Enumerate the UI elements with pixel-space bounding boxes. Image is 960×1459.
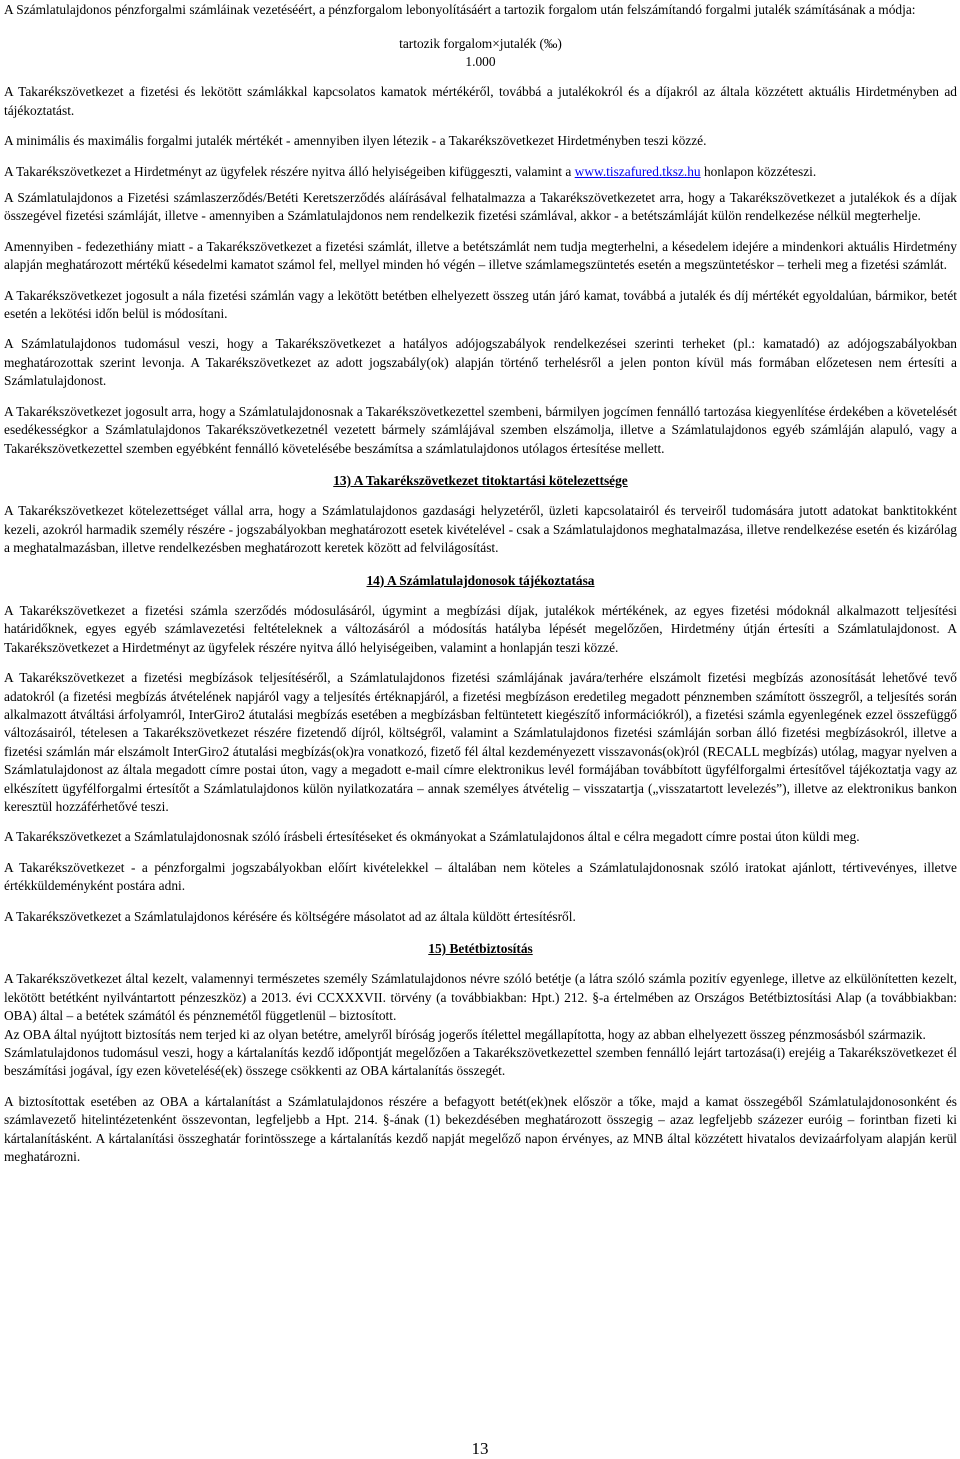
page-number: 13 [471,1439,489,1458]
document-page [4,1,957,1167]
section-15-heading: 15) Betétbiztosítás [428,941,533,957]
paragraph: A minimális és maximális forgalmi jutalék mértékét - amennyiben ilyen létezik - a Takarékszövetkezet Hirdetményben teszi közzé. [4,133,707,149]
paragraph: A Takarékszövetkezet jogosult a nála fizetési számlán vagy a lekötött betétben elhelyezett összeg után járó kamat, továbbá a jutalék és díj mértékét egyoldalúan, bármikor, betét esetén a lekötési időn belül is módosítani. [4,287,957,322]
paragraph: A Takarékszövetkezet a fizetési és lekötött számlákkal kapcsolatos kamatok mértékéről, továbbá a jutalékokról és a díjakról az általa közzétett aktuális Hirdetményben ad tájékoztatást. [4,84,957,118]
section-13-heading: 13) A Takarékszövetkezet titoktartási kötelezettsége [333,472,628,488]
hirdetmeny-text-after: honlapon közzéteszi. [700,163,817,179]
paragraph: A Takarékszövetkezet a fizetési megbízások teljesítéséről, a Számlatulajdonos fizetési számlájának javára/terhére elszámolt fizetési megbízás azonosítását lehetővé tevő adatokról (a fizetési megbízás átvételének napjáról vagy a teljesítés értéknapjáról, a fizetési megbízáson eredetileg megadott pénznemben számított összegről, a teljesítés során alkalmazott átváltási árfolyamról, InterGiro2 átutalási megbízás esetében a megbízásban feltüntetett kiegészítő információkról), a fizetési számla egyenlegének ezzel összefüggő változásairól, tételesen a Takarékszövetkezet részére fizetendő díjról, költségről, valamint a Számlatulajdonos fizetési számláján sorban álló fizetési megbízásokról, illetve a fizetési számlán már elszámolt InterGiro2 átutalási megbízás(ok)ra vonatkozó, fizető fél által kezdeményezett visszavonás(ok)ról (RECALL megbízás) utólag, magyar nyelven a Számlatulajdonost az általa megadott címre postai úton, vagy a megadott e-mail címre elektronikus levél formájában továbbított ügyfélforgalmi értesítővel tájékoztatja vagy az elkészített ügyfélforgalmi értesítőt a Számlatulajdonos külön nyilatkozatára – annak személyes átvételig – visszatartja („visszatartott levelezés”), illetve az elektronikus bankon keresztül hozzáférhetővé teszi. [4,670,957,814]
website-link[interactable]: www.tiszafured.tksz.hu [574,163,701,179]
paragraph: A biztosítottak esetében az OBA a kártalanítást a Számlatulajdonos részére a befagyott betét(ek)nek először a tőke, majd a kamat összegéből Számlatulajdonosonként és számlavezető hitelintézetenként összevontan, legfeljebb a Hpt. 214. §-ának (1) bekezdésében meghatározott összegig – azaz legfeljebb százezer euróig – forintban fizeti ki kártalanításként. A kártalanítási összeghatár forintösszege a kártalanítás kezdő napját megelőző napon érvényes, az MNB által közzétett hivatalos devizaárfolyam alapján kerül meghatározni. [4,1093,957,1165]
formula-denominator: 1.000 [465,54,496,70]
paragraph: A Takarékszövetkezet kötelezettséget vállal arra, hogy a Számlatulajdonos gazdasági helyzetéről, üzleti kapcsolatairól és terveiről tudomására jutott adatokat banktitokként kezeli, azokról harmadik személy részére - jogszabályokban meghatározott esetek kivételével - csak a Számlatulajdonos meghatalmazása, illetve rendelkezése esetén és kizárólag a meghatalmazásban, illetve rendelkezésben meghatározott keretek között ad felvilágosítást. [4,503,957,556]
paragraph: A Takarékszövetkezet a Számlatulajdonos kérésére és költségére másolatot ad az általa küldött értesítésről. [4,908,576,924]
paragraph: Az OBA által nyújtott biztosítás nem terjed ki az olyan betétre, amelyről bíróság jogerős ítélettel megállapította, hogy az abban elhelyezett összeg pénzmosásból származik. [4,1026,926,1042]
paragraph: A Takarékszövetkezet által kezelt, valamennyi természetes személy Számlatulajdonos névre szóló betétje (a látra szóló számla pozitív egyenlege, illetve az elkülönítetten kezelt, lekötött betétként nyilvántartott pénzeszköz) a 2013. évi CCXXXVII. törvény (a továbbiakban: Hpt.) 212. §-a értelmében az Országos Betétbiztosítási Alap (a továbbiakban: OBA) által – a betétek számától és pénznemétől függetlenül – biztosított. [4,971,957,1024]
paragraph: Számlatulajdonos tudomásul veszi, hogy a kártalanítás kezdő időpontját megelőzően a Takarékszövetkezettel szemben fennálló lejárt tartozása(i) erejéig a Takarékszövetkezet él beszámítási jogával, így ezen követelésé(ek) összege csökkenti az OBA kártalanítás összegét. [4,1045,957,1079]
paragraph: A Takarékszövetkezet a fizetési számla szerződés módosulásáról, úgymint a megbízási díjak, jutalékok mértékének, az egyes fizetési módoknál alkalmazott teljesítési határidőknek, egyes egyéb számlavezetési feltételeknek a változásáról a módosítás hatályba lépését megelőzően, Hirdetmény útján értesíti a Számlatulajdonost. A Takarékszövetkezet a Hirdetményt az ügyfelek részére nyitva álló helyiségeiben, valamint a honlapján teszi közzé. [4,602,957,655]
paragraph: A Számlatulajdonos a Fizetési számlaszerződés/Betéti Keretszerződés aláírásával felhatalmazza a Takarékszövetkezetet arra, hogy a Takarékszövetkezet a jutalékok és a díjak összegével fizetési számláját, illetve - amennyiben a Számlatulajdonos nem rendelkezik fizetési számlával, akkor - a betétszámláját külön rendelkezése nélkül megterhelje. [4,190,957,224]
formula-numerator: tartozik forgalom×jutalék (‰) [399,36,562,52]
paragraph: A Takarékszövetkezet a Számlatulajdonosnak szóló írásbeli értesítéseket és okmányokat a Számlatulajdonos által e célra megadott címre postai úton küldi meg. [4,829,860,845]
paragraph: Amennyiben - fedezethiány miatt - a Takarékszövetkezet a fizetési számlát, illetve a betétszámlát nem tudja megterhelni, a késedelem idejére a mindenkori aktuális Hirdetmény alapján meghatározott mértékű késedelmi kamatot számol fel, mellyel minden hó végén – illetve számlamegszüntetés esetén a megszüntetéskor – terheli meg a fizetési számlát. [4,238,957,273]
commission-formula [4,35,957,71]
hirdetmeny-paragraph [4,163,957,181]
intro-paragraph: A Számlatulajdonos pénzforgalmi számláinak vezetéséért, a pénzforgalom lebonyolításáért a tartozik forgalom után felszámítandó forgalmi jutalék számításának a módja: [4,2,916,17]
paragraph: A Takarékszövetkezet - a pénzforgalmi jogszabályokban előírt kivételekkel – általában nem köteles a Számlatulajdonosnak szóló iratokat ajánlott, tértivevényes, illetve értékküldeményként postára adni. [4,859,957,894]
paragraph: A Takarékszövetkezet jogosult arra, hogy a Számlatulajdonosnak a Takarékszövetkezettel szembeni, bármilyen jogcímen fennálló tartozása kiegyenlítése érdekében a követelését esedékességkor a Számlatulajdonos Takarékszövetkezetnél vezetett bármely számlájával szemben elszámolja, illetve a Számlatulajdonos egyéb számláján alapuló, vagy a Takarékszövetkezettel szemben egyébként fennálló követelésébe beszámítsa a számlatulajdonos utólagos értesítése mellett. [4,403,957,456]
hirdetmeny-text-before: A Takarékszövetkezet a Hirdetményt az ügyfelek részére nyitva álló helyiségeiben kifüggeszti, valamint a [4,163,575,179]
section-14-heading: 14) A Számlatulajdonosok tájékoztatása [366,572,595,588]
paragraph: A Számlatulajdonos tudomásul veszi, hogy a Takarékszövetkezet a hatályos adójogszabályok rendelkezései szerinti terheket (pl.: kamatadó) az adójogszabályokban meghatározottak szerint levonja. A Takarékszövetkezet az adott jogszabály(ok) alapján történő terhelésről a jelen ponton kívül más formában előzetesen nem értesíti a Számlatulajdonost. [4,336,957,389]
